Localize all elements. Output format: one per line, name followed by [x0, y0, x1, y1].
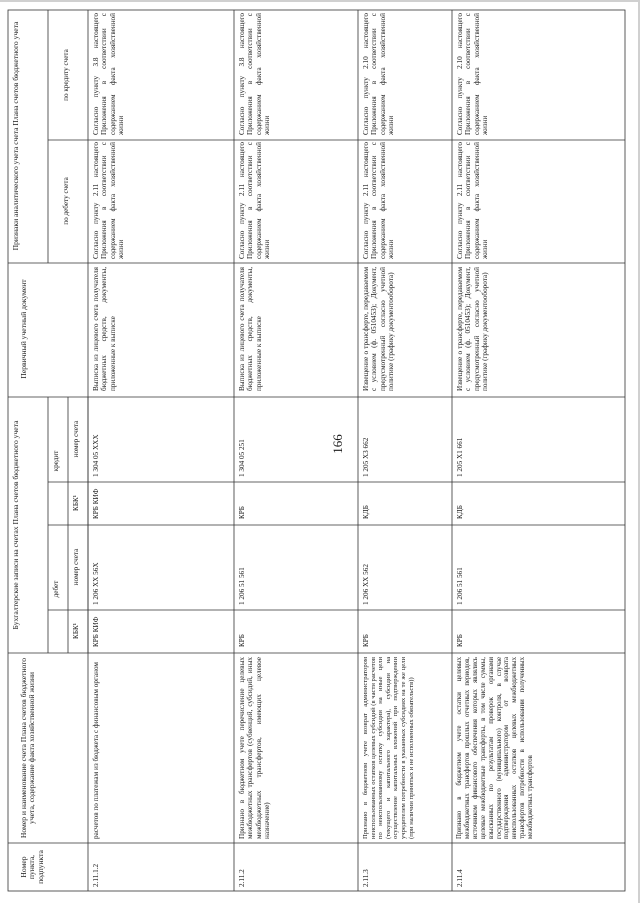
- row1-account-credit: 1 304 05 XXX: [92, 434, 100, 477]
- row4-account-credit: 1 205 X1 661: [456, 437, 464, 477]
- header-account-credit: номер счета: [72, 420, 80, 458]
- row4-kbk-debit: КРБ: [456, 634, 464, 647]
- row3-analytics-debit: Согласно пункту 2.11 настоящего Приложения в соответствии с содержанием факта хозяйственной жизни: [362, 142, 396, 259]
- row2-kbk-credit: КРБ: [238, 506, 246, 519]
- row2-kbk-debit: КРБ: [238, 634, 246, 647]
- header-kbk-debit: КБК¹: [72, 623, 80, 639]
- header-number: Номер пункта, подпункта: [19, 850, 45, 884]
- row3-account-name: Признано в бюджетном учете возврат администратором неиспользованных остатков целевых субсидий (в части расчетов по неиспользованному остатку субсидии на иные цели (текущего и капитального характера), субсидии на осуществление капитальных вложений при подтверждении учредителем потребности в указанных субсидиях на те же цели (при наличии принятых и не исполненных обязательств)): [362, 657, 415, 839]
- row1-account-name: расчетов по платежам из бюджета с финансовым органом: [92, 662, 100, 839]
- row2-account-credit: 1 304 05 251: [238, 439, 246, 477]
- row4-kbk-credit: КДБ: [456, 505, 464, 519]
- row4-number: 2.11.4: [456, 869, 464, 887]
- row3-account-debit: 1 206 XX 562: [362, 564, 370, 605]
- row3-account-credit: 1 205 X3 662: [362, 437, 370, 477]
- row2-analytics-debit: Согласно пункту 2.11 настоящего Приложения в соответствии с содержанием факта хозяйственной жизни: [238, 142, 272, 259]
- row1-analytics-credit: Согласно пункту 3.8 настоящего Приложения в соответствии с содержанием факта хозяйственной жизни: [92, 13, 126, 135]
- row2-document: Выписка из лицевого счета получателя бюджетных средств, документы, приложенные к выписке: [238, 267, 263, 391]
- row4-account-name: Признано в бюджетном учете остатки целевых межбюджетных трансфертов прошлых отчетных периодов, источником финансового обеспечения которых являлись целевые межбюджетные трансферты, в том числе суммы, взысканных по результатам проверок органами государственного (муниципального) контроля, в случае подтверждения администратором от возврата неиспользованных остатков целевых межбюджетных трансфертов потребности в использовании полученных межбюджетных трансфертов: [456, 657, 535, 839]
- header-kbk-credit: КБК¹: [72, 495, 80, 511]
- row4-analytics-credit: Согласно пункту 2.10 настоящего Приложения в соответствии с содержанием факта хозяйственной жизни: [456, 13, 490, 135]
- scan-edge-top: [0, 0, 640, 2]
- header-analytics: Признаки аналитического учета счета Плана счетов бюджетного учета: [11, 21, 20, 251]
- row4-document: Извещение о трансферте, передаваемом с условием (ф. 0510453); Документ, предусмотренный согласно учетной политике (графику документооборота): [456, 267, 490, 391]
- page-number: 166: [330, 434, 345, 454]
- row3-document: Извещение о трансферте, передаваемом с условием (ф. 0510453); Документ, предусмотренный согласно учетной политике (графику документооборота): [362, 267, 396, 391]
- row2-account-name: Признано в бюджетном учете перечисление целевых межбюджетных трансфертов (субвенций, субсидий, иных межбюджетных трансфертов, имеющих целевое назначение): [238, 657, 272, 839]
- header-credit: кредит: [52, 450, 60, 472]
- row2-analytics-credit: Согласно пункту 3.8 настоящего Приложения в соответствии с содержанием факта хозяйственной жизни: [238, 13, 272, 135]
- header-entries: Бухгалтерские записи на счетах Плана счетов бюджетного учета: [11, 420, 20, 630]
- row1-account-debit: 1 206 XX 56X: [92, 562, 100, 605]
- row2-account-debit: 1 206 51 561: [238, 567, 246, 605]
- row4-analytics-debit: Согласно пункту 2.11 настоящего Приложения в соответствии с содержанием факта хозяйственной жизни: [456, 142, 490, 259]
- header-primary-document: Первичный учетный документ: [19, 279, 28, 379]
- header-analytics-credit: по кредиту счета: [62, 49, 70, 101]
- row1-kbk-debit: КРБ КИФ: [92, 616, 100, 647]
- header-account-debit: номер счета: [72, 548, 80, 586]
- header-debit: дебет: [52, 580, 60, 598]
- row3-kbk-debit: КРБ: [362, 634, 370, 647]
- row1-number: 2.11.1.2: [92, 863, 100, 887]
- row2-number: 2.11.2: [238, 869, 246, 887]
- header-analytics-debit: по дебету счета: [62, 177, 70, 225]
- row1-analytics-debit: Согласно пункту 2.11 настоящего Приложения в соответствии с содержанием факта хозяйственной жизни: [92, 142, 126, 259]
- row3-number: 2.11.3: [362, 869, 370, 887]
- row1-document: Выписка из лицевого счета получателя бюджетных средств, документы, приложенные к выписке: [92, 267, 117, 391]
- header-account-name: Номер и наименование счета Плана счетов бюджетного учета, содержание факта хозяйственной жизни: [19, 657, 37, 839]
- row1-kbk-credit: КРБ КИФ: [92, 488, 100, 519]
- row3-analytics-credit: Согласно пункту 2.10 настоящего Приложения в соответствии с содержанием факта хозяйственной жизни: [362, 13, 396, 135]
- row4-account-debit: 1 206 51 561: [456, 567, 464, 605]
- row3-kbk-credit: КДБ: [362, 505, 370, 519]
